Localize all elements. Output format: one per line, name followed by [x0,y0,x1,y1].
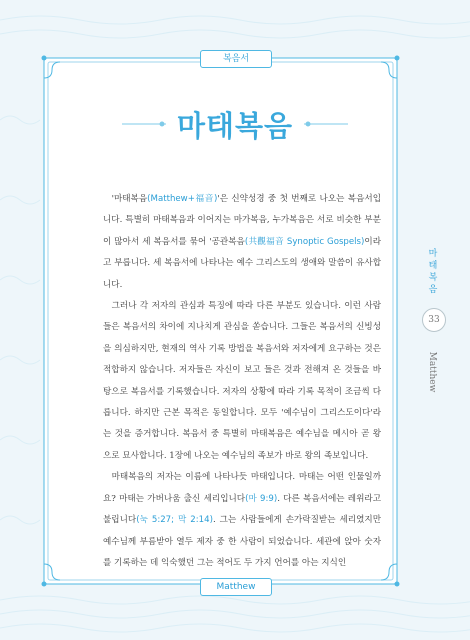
side-title-char: 복 [428,273,438,283]
paragraph-text: '마태복음 [111,194,148,204]
paragraph-text: 마태복음의 저자는 이름에 나타나듯 마태입니다. 마태는 어떤 인물일까요? 마태는 가버나움 출신 세리입니다 [103,472,381,504]
paragraph [103,467,381,574]
page-number: 33 [422,308,446,332]
reference-highlight: (共觀福音 Synoptic Gospels) [244,236,365,247]
side-title-char: 마 [428,249,438,259]
reference-highlight: (Matthew+福音) [147,194,218,204]
paragraph [103,189,381,296]
paragraph-text: 그러나 각 저자의 관심과 특징에 따라 다른 부분도 있습니다. 이런 사람들은 복음서의 차이에 지나치게 관심을 쏟습니다. 그들은 복음서의 신빙성을 의심하지만, 현재의 역사 기록 방법을 복음서와 저자에게 요구하는 것은 적합하지 않습니다. 저자들은 자신이 보고 들은 것과 전해져 온 것들을 바탕으로 복음서를 기록했습니다. 저자의 상황에 따라 기록 목적이 조금씩 다릅니다. 하지만 근본 목적은 동일합니다. 모두 '예수님이 그리스도이다'라는 것을 증거합니다. 복음서 중 특별히 마태복음은 예수님을 메시아 곧 왕으로 묘사합니다. 1장에 나오는 예수님의 족보가 바로 왕의 족보입니다. [103,301,381,461]
paragraph-text: . 다른 복음서에는 레위라고 불립니다 [103,493,382,526]
side-chapter-title [427,248,439,296]
reference-highlight: (눅 5:27; 막 2:14) [136,515,213,526]
side-title-char: 음 [428,285,438,295]
paragraph [103,296,381,467]
title-block [120,100,350,150]
paragraph-text: '은 신약성경 중 첫 번째로 나오는 복음서입니다. 특별히 마태복음과 이어지는 마가복음, 누가복음은 서로 비슷한 부분이 많아서 세 복음서를 묶어 '공관복음 [103,194,381,247]
side-english-title: Matthew [427,351,437,393]
page-title: 마태복음 [176,109,294,143]
section-tag: 복음서 [200,50,272,68]
reference-highlight: (마 9:9) [245,493,278,504]
body-text [103,189,381,574]
footer-tag: Matthew [200,578,272,596]
paragraph-text: 이라고 부릅니다. 세 복음서에 나타나는 예수 그리스도의 생애와 말씀이 유사합니다. [103,236,381,290]
side-title-char: 태 [428,261,438,271]
paragraph-text: . 그는 사람들에게 손가락질받는 세리였지만 예수님께 부름받아 열두 제자 중 한 사람이 되었습니다. 세관에 앉아 숫자를 기록하는 데 익숙했던 그는 적어도 두 가지 언어를 아는 지식인 [103,515,381,568]
